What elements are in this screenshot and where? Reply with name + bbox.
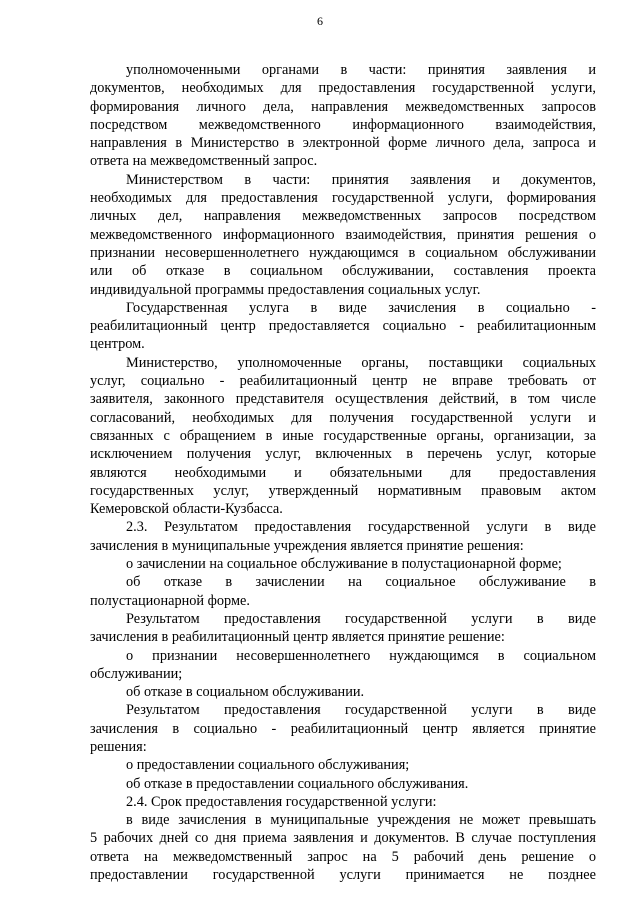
text-line: уполномоченными органами в части: принятия заявления и bbox=[126, 62, 596, 78]
text-line: о признании несовершеннолетнего нуждающимся в социальном bbox=[126, 647, 596, 664]
text-line: или об отказе в социальном обслуживании, составления проекта bbox=[90, 263, 596, 280]
text-line: 2.4. Срок предоставления государственной услуги: bbox=[126, 793, 437, 810]
paragraph bbox=[90, 775, 596, 793]
paragraph bbox=[90, 793, 596, 811]
text-line: признании несовершеннолетнего нуждающимся в социальном обслуживании bbox=[90, 244, 596, 261]
page-number: 6 bbox=[317, 14, 323, 28]
paragraph bbox=[90, 354, 596, 519]
text-line: зачисления в реабилитационный центр является принятие решение: bbox=[90, 629, 505, 646]
text-line: направления в Министерство в электронной форме личного дела, запроса и bbox=[90, 135, 596, 152]
text-line: Результатом предоставления государственной услуги в виде bbox=[126, 702, 596, 719]
text-line: заявителя, законного представителя осуществления действий, в том числе bbox=[90, 391, 596, 408]
document-body bbox=[90, 61, 596, 884]
text-line: 2.3. Результатом предоставления государственной услуги в виде bbox=[126, 519, 596, 536]
text-line: решения: bbox=[90, 738, 147, 755]
text-line: Результатом предоставления государственной услуги в виде bbox=[126, 610, 596, 627]
text-line: о предоставлении социального обслуживания; bbox=[126, 757, 410, 774]
text-line: 5 рабочих дней со дня приема заявления и документов. В случае поступления bbox=[90, 830, 596, 847]
text-line: центром. bbox=[90, 336, 145, 353]
paragraph bbox=[90, 518, 596, 555]
text-line: об отказе в зачислении на социальное обслуживание в bbox=[126, 574, 596, 591]
text-line: согласований, необходимых для получения государственной услуги и bbox=[90, 409, 596, 426]
paragraph bbox=[90, 61, 596, 171]
paragraph bbox=[90, 299, 596, 354]
text-line: личных дел, направления межведомственных запросов посредством bbox=[90, 208, 596, 225]
paragraph bbox=[90, 555, 596, 573]
text-line: полустационарной форме. bbox=[90, 592, 250, 609]
text-line: Министерство, уполномоченные органы, поставщики социальных bbox=[126, 354, 596, 371]
paragraph bbox=[90, 683, 596, 701]
text-line: связанных с обращением в иные государственные органы, организации, за bbox=[90, 427, 596, 444]
text-line: зачисления в социально - реабилитационный центр является принятие bbox=[90, 720, 596, 737]
text-line: о зачислении на социальное обслуживание в полустационарной форме; bbox=[126, 556, 562, 573]
paragraph bbox=[90, 811, 596, 884]
text-line: реабилитационный центр предоставляется социально - реабилитационным bbox=[90, 318, 596, 335]
text-line: государственных услуг, утвержденный нормативным правовым актом bbox=[90, 482, 596, 499]
text-line: посредством межведомственного информационного взаимодействия, bbox=[90, 116, 596, 133]
text-line: ответа на межведомственный запрос на 5 рабочий день решение о bbox=[90, 848, 596, 865]
paragraph bbox=[90, 573, 596, 610]
paragraph bbox=[90, 756, 596, 774]
text-line: Государственная услуга в виде зачисления в социально - bbox=[126, 299, 596, 316]
text-line: Министерством в части: принятия заявления и документов, bbox=[126, 171, 596, 188]
text-line: формирования личного дела, направления межведомственных запросов bbox=[90, 98, 596, 115]
text-line: являются необходимыми и обязательными для предоставления bbox=[90, 464, 596, 481]
text-line: зачисления в муниципальные учреждения является принятие решения: bbox=[90, 537, 524, 554]
text-line: индивидуальной программы предоставления социальных услуг. bbox=[90, 281, 481, 298]
text-line: ответа на межведомственный запрос. bbox=[90, 153, 318, 170]
text-line: услуг, социально - реабилитационный центр не вправе требовать от bbox=[90, 373, 596, 390]
text-line: необходимых для предоставления государственной услуги, формирования bbox=[90, 190, 596, 207]
text-line: обслуживании; bbox=[90, 665, 183, 682]
text-line: документов, необходимых для предоставления государственной услуги, bbox=[90, 80, 596, 97]
text-line: предоставлении государственной услуги принимается не позднее bbox=[90, 867, 596, 884]
text-line: исключением получения услуг, включенных в перечень услуг, которые bbox=[90, 446, 596, 463]
text-line: об отказе в предоставлении социального обслуживания. bbox=[126, 775, 469, 792]
text-line: Кемеровской области-Кузбасса. bbox=[90, 501, 283, 518]
text-line: в виде зачисления в муниципальные учреждения не может превышать bbox=[126, 812, 596, 829]
paragraph bbox=[90, 610, 596, 647]
paragraph bbox=[90, 701, 596, 756]
paragraph bbox=[90, 647, 596, 684]
text-line: межведомственного информационного взаимодействия, принятия решения о bbox=[90, 226, 596, 243]
paragraph bbox=[90, 171, 596, 299]
text-line: об отказе в социальном обслуживании. bbox=[126, 684, 365, 701]
